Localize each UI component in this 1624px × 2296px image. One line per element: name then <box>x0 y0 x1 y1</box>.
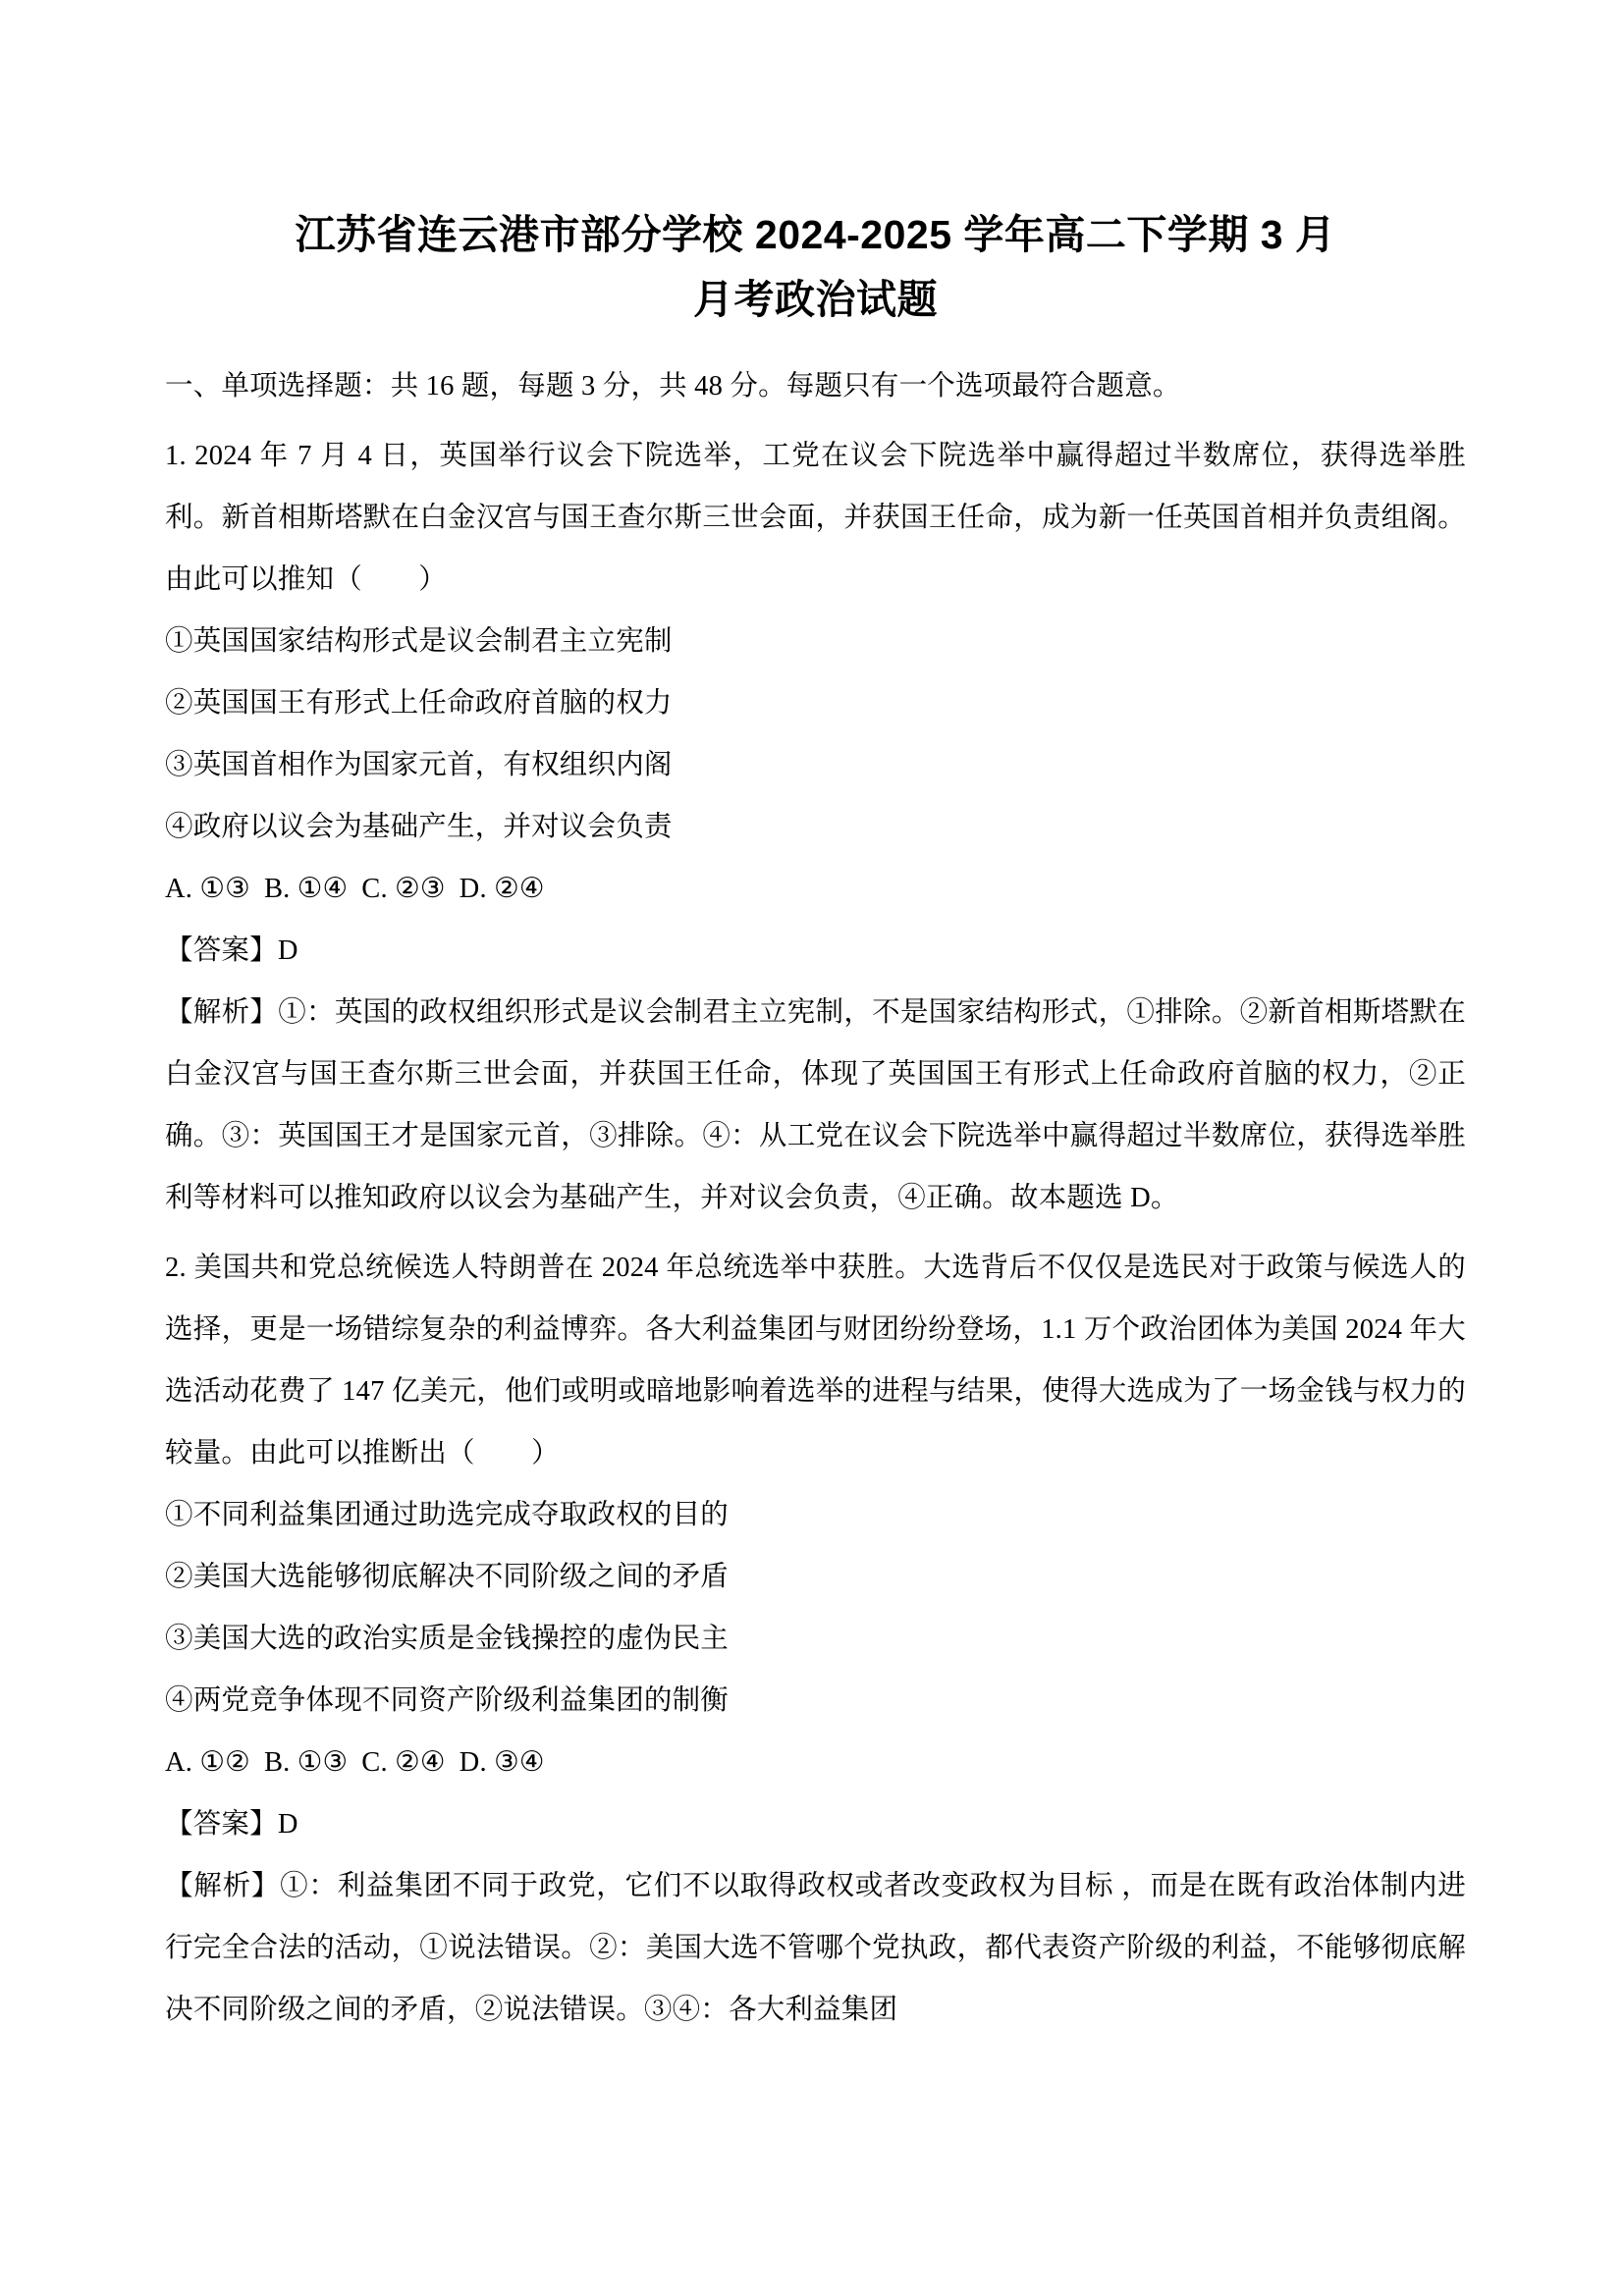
question-2-answer-value: D <box>277 1809 298 1840</box>
question-2-answer <box>165 1793 1466 1855</box>
question-2-stem: 2. 美国共和党总统候选人特朗普在 2024 年总统选举中获胜。大选背后不仅仅是选民对于政策与候选人的选择，更是一场错综复杂的利益博弈。各大利益集团与财团纷纷登场，1.1 万个政治团体为美国 2024 年大选活动花费了 147 亿美元，他们或明或暗地影响着选举的进程与结果，使得大选成为了一场金钱与权力的较量。由此可以推断出（ ） <box>165 1253 1466 1468</box>
question-2-statement-4: ④两党竞争体现不同资产阶级利益集团的制衡 <box>165 1685 730 1716</box>
question-1-statement-3: ③英国首相作为国家元首，有权组织内阁 <box>165 750 673 780</box>
question-1-statement-4: ④政府以议会为基础产生，并对议会负责 <box>165 812 673 842</box>
question-2-option-a[interactable]: A. ①② <box>165 1747 250 1778</box>
question-1-answer-value: D <box>277 935 298 966</box>
question-1-analysis-label: 【解析】 <box>165 997 279 1028</box>
title-line-2: 月考政治试题 <box>693 277 938 322</box>
section-instruction: 一、单项选择题：共 16 题，每题 3 分，共 48 分。每题只有一个选项最符合题意。 <box>165 371 1181 401</box>
question-1-option-c[interactable]: C. ②③ <box>361 874 446 904</box>
question-1-answer <box>165 920 1466 982</box>
question-2-statement-2: ②美国大选能够彻底解决不同阶级之间的矛盾 <box>165 1562 730 1592</box>
document-body <box>165 0 1466 2041</box>
question-2-statement-3: ③美国大选的政治实质是金钱操控的虚伪民主 <box>165 1624 730 1654</box>
question-2-analysis <box>165 1855 1466 2041</box>
question-1-analysis <box>165 982 1466 1229</box>
question-2-option-d[interactable]: D. ③④ <box>459 1747 545 1778</box>
question-1-options <box>165 858 1466 920</box>
question-2-option-b[interactable]: B. ①③ <box>263 1747 349 1778</box>
question-2-answer-label: 【答案】 <box>165 1809 278 1840</box>
title-line-1: 江苏省连云港市部分学校 2024-2025 学年高二下学期 3 月 <box>295 212 1336 257</box>
question-1-option-a[interactable]: A. ①③ <box>165 874 250 904</box>
question-1-option-b[interactable]: B. ①④ <box>263 874 349 904</box>
question-1-stem: 1. 2024 年 7 月 4 日，英国举行议会下院选举，工党在议会下院选举中赢得超过半数席位，获得选举胜利。新首相斯塔默在白金汉宫与国王查尔斯三世会面，并获国王任命，成为新一任英国首相并负责组阁。由此可以推知（ ） <box>165 441 1466 595</box>
question-2-analysis-label: 【解析】 <box>165 1871 281 1901</box>
question-1-option-d[interactable]: D. ②④ <box>459 874 545 904</box>
question-2-analysis-text: ①：利益集团不同于政党，它们不以取得政权或者改变政权为目标 ，而是在既有政治体制内进行完全合法的活动，①说法错误。②：美国大选不管哪个党执政，都代表资产阶级的利益，不能够彻底解决不同阶级之间的矛盾，②说法错误。③④：各大利益集团 <box>165 1871 1466 2025</box>
question-1-answer-label: 【答案】 <box>165 935 278 966</box>
question-2-options <box>165 1732 1466 1793</box>
question-2-statement-1: ①不同利益集团通过助选完成夺取政权的目的 <box>165 1500 730 1530</box>
page-title <box>165 0 1466 332</box>
question-1-statement-1: ①英国国家结构形式是议会制君主立宪制 <box>165 626 673 657</box>
question-1-statement-2: ②英国国王有形式上任命政府首脑的权力 <box>165 688 673 719</box>
question-1-analysis-text: ①：英国的政权组织形式是议会制君主立宪制，不是国家结构形式，①排除。②新首相斯塔默在白金汉宫与国王查尔斯三世会面，并获国王任命，体现了英国国王有形式上任命政府首脑的权力，②正确。③：英国国王才是国家元首，③排除。④：从工党在议会下院选举中赢得超过半数席位，获得选举胜利等材料可以推知政府以议会为基础产生，并对议会负责，④正确。故本题选 D。 <box>165 997 1466 1213</box>
question-2-option-c[interactable]: C. ②④ <box>361 1747 446 1778</box>
